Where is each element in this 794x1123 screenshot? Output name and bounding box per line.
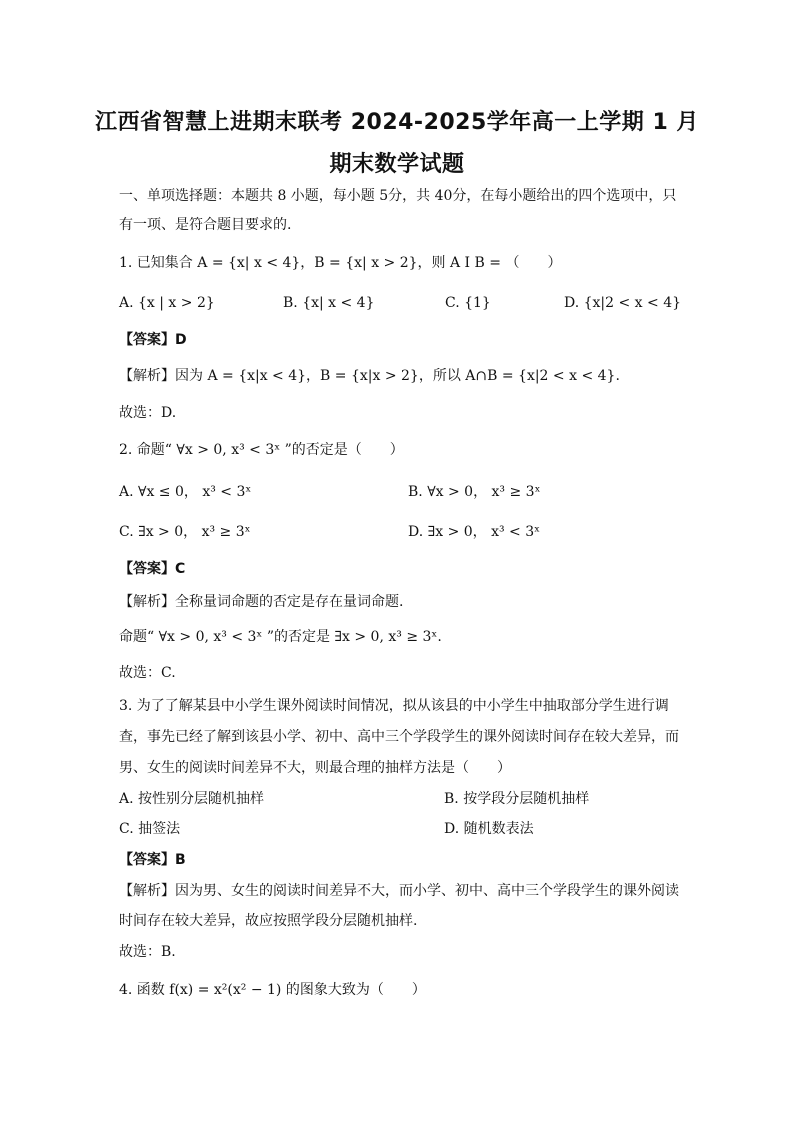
section-heading-cont: 有一项、是符合题目要求的. xyxy=(119,217,292,233)
q1-option-b: B. {x| x < 4} xyxy=(283,295,375,311)
q1-conclusion: 故选：D. xyxy=(119,405,177,421)
q3-analysis-line-1: 【解析】因为男、女生的阅读时间差异不大，而小学、初中、高中三个学段学生的课外阅读 xyxy=(119,883,679,899)
q3-stem-line-3: 男、女生的阅读时间差异不大，则最合理的抽样方法是（ ） xyxy=(119,760,511,776)
q1-option-c: C. {1} xyxy=(445,295,491,311)
q1-option-d: D. {x|2 < x < 4} xyxy=(564,295,682,311)
q3-answer: 【答案】B xyxy=(119,852,186,868)
section-heading: 一、单项选择题：本题共 8 小题，每小题 5分，共 40分，在每小题给出的四个选项中，只 xyxy=(119,188,677,204)
q2-option-a: A. ∀x ≤ 0， x³ < 3ˣ xyxy=(119,484,252,500)
q3-option-d: D. 随机数表法 xyxy=(444,821,534,837)
q3-stem-line-2: 查，事先已经了解到该县小学、初中、高中三个学段学生的课外阅读时间存在较大差异，而 xyxy=(119,729,679,745)
q3-conclusion: 故选：B. xyxy=(119,944,176,960)
q2-option-b: B. ∀x > 0， x³ ≥ 3ˣ xyxy=(408,484,541,500)
q1-option-a: A. {x | x > 2} xyxy=(119,295,215,311)
q3-stem-line-1: 3. 为了了解某县中小学生课外阅读时间情况，拟从该县的中小学生中抽取部分学生进行调 xyxy=(119,698,669,714)
q3-analysis-line-2: 时间存在较大差异，故应按照学段分层随机抽样. xyxy=(119,913,418,929)
q2-option-d: D. ∃x > 0， x³ < 3ˣ xyxy=(408,524,541,540)
q1-analysis: 【解析】因为 A = {x|x < 4}，B = {x|x > 2}，所以 A∩B = {x|2 < x < 4}. xyxy=(119,368,620,384)
title-line-2: 期末数学试题 xyxy=(329,152,465,177)
q2-option-c: C. ∃x > 0， x³ ≥ 3ˣ xyxy=(119,524,251,540)
q1-stem: 1. 已知集合 A = {x| x < 4}，B = {x| x > 2}，则 A I B = （ ） xyxy=(119,255,562,271)
title-line-1: 江西省智慧上进期末联考 2024-2025学年高一上学期 1 月 xyxy=(95,110,699,135)
q2-answer: 【答案】C xyxy=(119,561,186,577)
q3-option-b: B. 按学段分层随机抽样 xyxy=(444,791,590,807)
q2-analysis-detail: 命题“ ∀x > 0, x³ < 3ˣ ”的否定是 ∃x > 0, x³ ≥ 3ˣ. xyxy=(119,629,442,645)
q4-stem: 4. 函数 f(x) = x²(x² − 1) 的图象大致为（ ） xyxy=(119,982,426,998)
q2-conclusion: 故选：C. xyxy=(119,665,176,681)
q1-answer: 【答案】D xyxy=(119,332,187,348)
q3-option-a: A. 按性别分层随机抽样 xyxy=(119,791,265,807)
q2-stem: 2. 命题“ ∀x > 0, x³ < 3ˣ ”的否定是（ ） xyxy=(119,442,404,458)
q2-analysis: 【解析】全称量词命题的否定是存在量词命题. xyxy=(119,594,404,610)
q3-option-c: C. 抽签法 xyxy=(119,821,181,837)
